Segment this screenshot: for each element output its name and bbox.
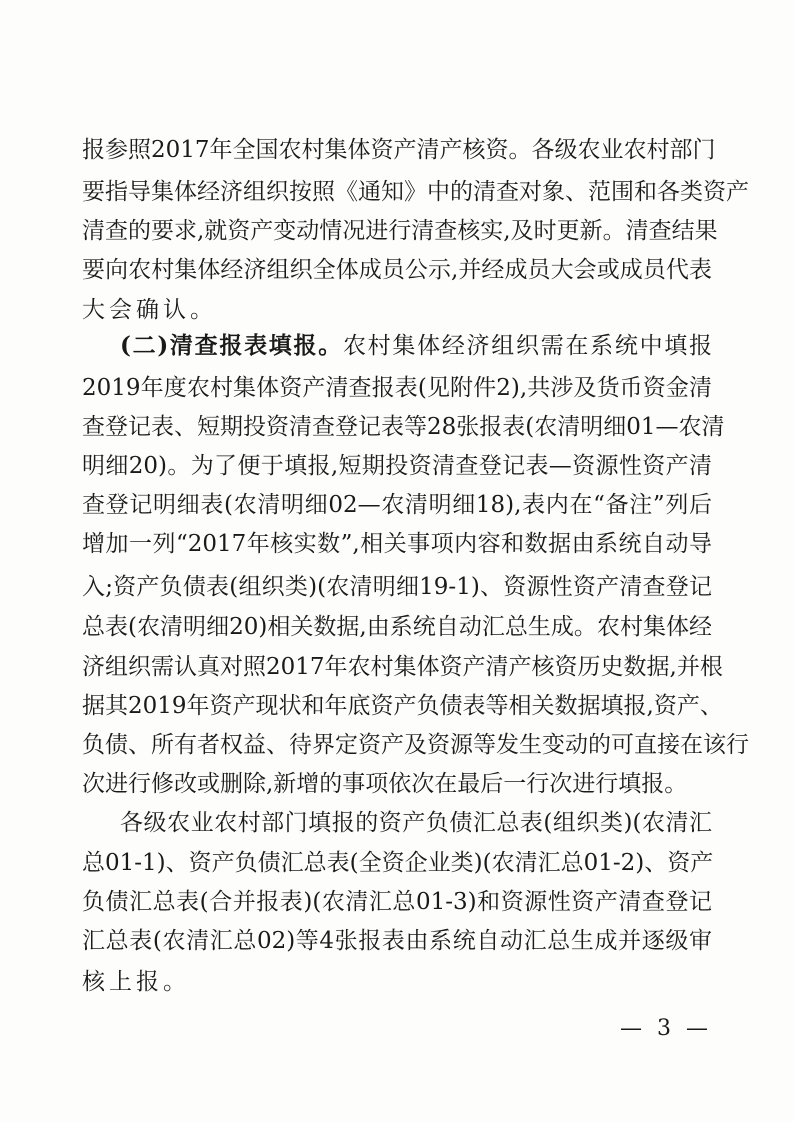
page-number: — 3 — [620, 1016, 712, 1041]
text-line: 次进行修改或删除,新增的事项依次在最后一行次进行填报。 [82, 771, 688, 797]
text-line: 总01-1)、资产负债汇总表(全资企业类)(农清汇总01-2)、资产 [82, 850, 714, 876]
text-line: 报参照2017年全国农村集体资产清产核资。各级农业农村部门 [82, 137, 716, 163]
text-line: 各级农业农村部门填报的资产负债汇总表(组织类)(农清汇 [120, 810, 712, 836]
section-heading-line [120, 330, 712, 362]
text-line: 要指导集体经济组织按照《通知》中的清查对象、范围和各类资产 [82, 179, 749, 205]
text-line: 总表(农清明细20)相关数据,由系统自动汇总生成。农村集体经 [82, 614, 712, 640]
text-line: 大会确认。 [82, 297, 217, 323]
text-line: 2019年度农村集体资产清查报表(见附件2),共涉及货币资金清 [82, 375, 712, 401]
text-line: 负债汇总表(合并报表)(农清汇总01-3)和资源性资产清查登记 [82, 889, 712, 915]
text-line: 农村集体经济组织需在系统中填报 [342, 333, 713, 359]
text-line: 入;资产负债表(组织类)(农清明细19-1)、资源性资产清查登记 [82, 574, 712, 600]
text-line: 查登记明细表(农清明细02—农清明细18),表内在“备注”列后 [82, 492, 712, 518]
text-line: 查登记表、短期投资清查登记表等28张报表(农清明细01—农清 [82, 414, 725, 440]
text-line: 明细20)。为了便于填报,短期投资清查登记表—资源性资产清 [82, 453, 712, 479]
text-line: 清查的要求,就资产变动情况进行清查核实,及时更新。清查结果 [82, 218, 718, 244]
text-line: 汇总表(农清汇总02)等4张报表由系统自动汇总生成并逐级审 [82, 928, 712, 954]
text-line: 据其2019年资产现状和年底资产负债表等相关数据填报,资产、 [82, 693, 723, 719]
text-line: 增加一列“2017年核实数”,相关事项内容和数据由系统自动导 [82, 531, 712, 557]
text-line: 要向农村集体经济组织全体成员公示,并经成员大会或成员代表 [82, 257, 712, 283]
text-line: 济组织需认真对照2017年农村集体资产清产核资历史数据,并根 [82, 654, 723, 680]
text-line: 负债、所有者权益、待界定资产及资源等发生变动的可直接在该行 [82, 732, 749, 758]
section-heading: (二)清查报表填报。 [120, 332, 343, 359]
text-line: 核上报。 [82, 969, 190, 995]
